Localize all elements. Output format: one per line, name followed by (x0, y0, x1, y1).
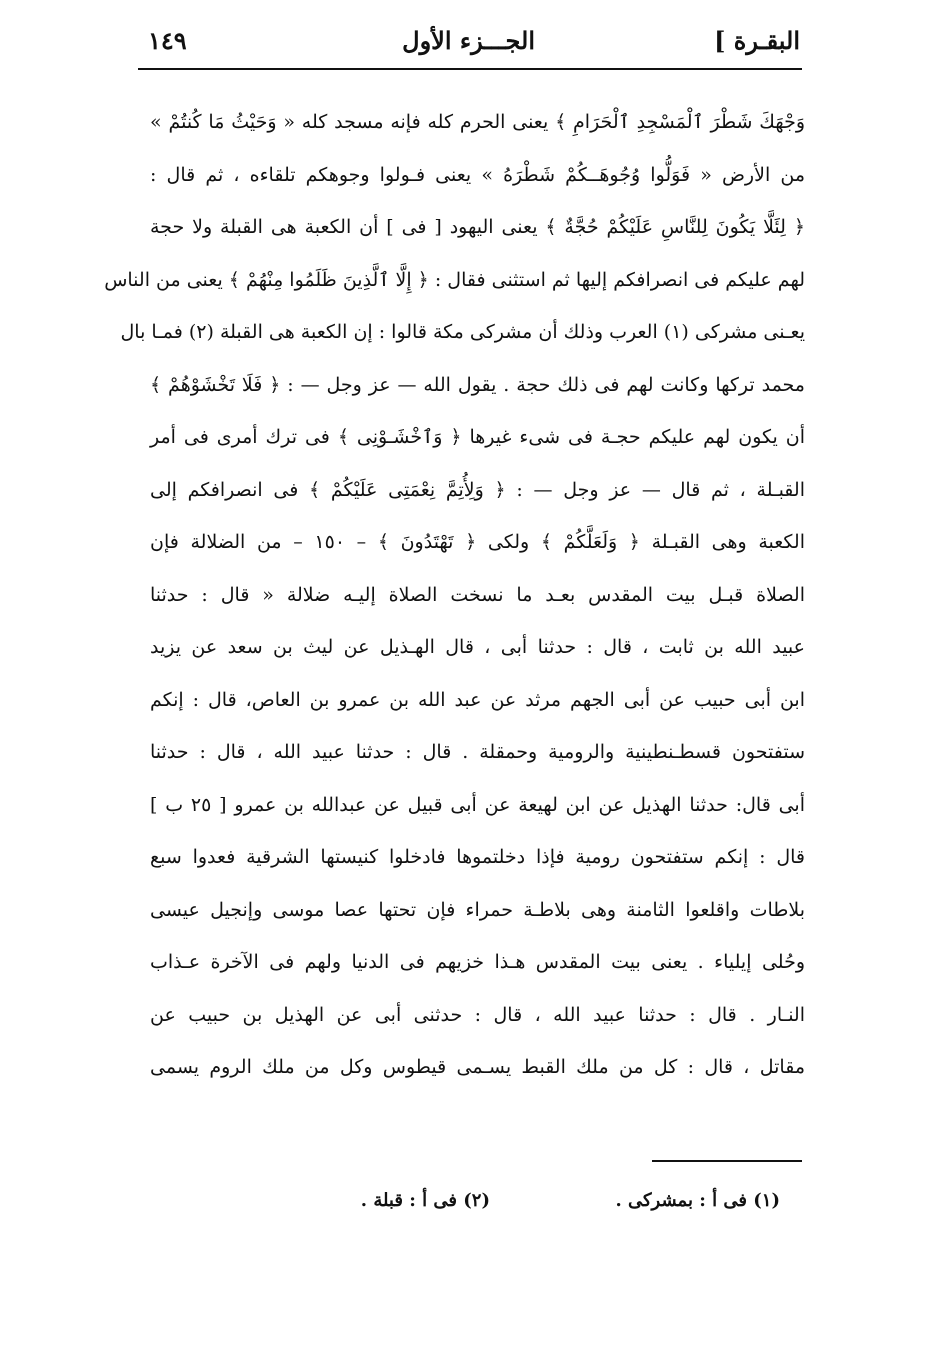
text-line: أن يكون لهم عليكم حجـة فى شىء غيرها ﴿ وَٱخْشَـوْنِى ﴾ فى ترك أمرى فى أمر (150, 426, 805, 448)
footnote-2: (٢) فى أ : قبلة . (360, 1190, 490, 1211)
text-line: ﴿ لِئَلَّا يَكُونَ لِلنَّاسِ عَلَيْكُمْ حُجَّةٌ ﴾ يعنى اليهود [ فى ] أن الكعبة هى القبلة ولا حجة (150, 216, 805, 238)
page-header (130, 26, 800, 66)
footnotes (300, 1190, 780, 1220)
page-number: ١٤٩ (148, 26, 187, 55)
text-line: أبى قال: حدثنا الهذيل عن ابن لهيعة عن أبى قبيل عن عبدالله بن عمرو [ ٢٥ ب ] (150, 793, 805, 816)
text-line: ستفتحون قسطـنطينية والرومية وحمقلة . قال : حدثنا عبيد الله ، قال : حدثنا (150, 741, 805, 763)
text-line: النـار . قال : حدثنا عبيد الله ، قال : حدثنى أبى عن الهذيل بن حبيب عن (150, 1003, 805, 1026)
text-line: مقاتل ، قال : كل من ملك القبط يسـمى قيطوس وكل من ملك الروم يسمى (150, 1056, 805, 1078)
text-line: ابن أبى حبيب عن أبى الجهم مرثد عن عبد الله بن عمرو بن العاص، قال : إنكم (150, 688, 805, 711)
footnote-divider (652, 1160, 802, 1162)
text-line: وحُلى إيلياء . يعنى بيت المقدس هـذا خزيهم فى الدنيا ولهم فى الآخرة عـذاب (150, 951, 805, 973)
text-line: يعـنى مشركى (١) العرب وذلك أن مشركى مكة قالوا : إن الكعبة هى القبلة (٢) فمـا بال (120, 321, 805, 343)
text-line: محمد تركها وكانت لهم فى ذلك حجة . يقول الله — عز وجل — : ﴿ فَلَا تَخْشَوْهُمْ ﴾ (150, 373, 805, 396)
text-line: الكعبة وهى القبـلة ﴿ وَلَعَلَّكُمْ ﴾ ولكى ﴿ تَهْتَدُونَ ﴾ – ١٥٠ – من الضلالة فإن (150, 531, 805, 553)
text-line: لهم عليكم فى انصرافكم إليها ثم استثنى فقال : ﴿ إِلَّا ٱلَّذِينَ ظَلَمُوا مِنْهُمْ ﴾ يعنى من الناس (104, 268, 805, 291)
text-line: عبيد الله بن ثابت ، قال : حدثنا أبى ، قال الهـذيل عن ليث بن سعد عن يزيد (150, 636, 805, 658)
text-line: الصلاة قبـل بيت المقدس بعـد ما نسخت الصلاة إليـه ضلالة « قال : حدثنا (150, 583, 805, 606)
header-divider (138, 68, 802, 70)
surah-title: البقـرة ] (714, 26, 800, 55)
main-text (104, 96, 805, 1094)
text-line: بلاطات واقلعوا الثامنة وهى بلاطـة حمراء فإن تحتها عصا موسى وإنجيل عيسى (150, 898, 805, 921)
volume-title: الجـــزء الأول (402, 26, 535, 55)
text-line: من الأرض « فَوَلُّوا وُجُوهَــكُمْ شَطْرَهُ » يعنى فـولوا وجوهكم تلقاءه ، ثم قال : (150, 163, 805, 186)
text-line: وَجْهَكَ شَطْرَ ٱلْمَسْجِدِ ٱلْحَرَامِ ﴾ يعنى الحرم كله فإنه مسجد كله « وَحَيْثُ مَا كُنتُمْ » (150, 111, 805, 133)
text-line: قال : إنكم ستفتحون رومية فإذا دخلتموها فادخلوا كنيستها الشرقية فعدوا سبع (150, 846, 805, 868)
text-line: القبـلة ، ثم قال — عز وجل — : ﴿ وَلِأُتِمَّ نِعْمَتِى عَلَيْكُمْ ﴾ فى انصرافكم إلى (150, 478, 805, 501)
footnote-1: (١) فى أ : بمشركى . (615, 1190, 780, 1211)
